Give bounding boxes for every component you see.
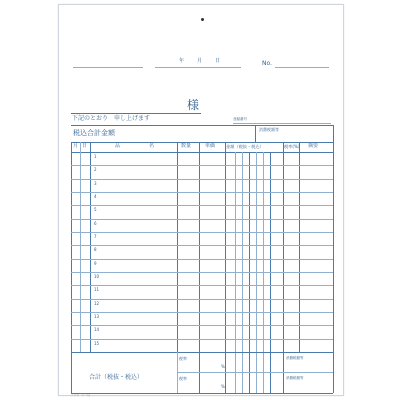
registration-number-label: 登録番号 <box>233 117 247 121</box>
date-year-label: 年 <box>179 58 185 64</box>
header-consumption-tax-label: 消費税額等 <box>259 127 279 132</box>
row-separator <box>71 192 333 193</box>
invoice-form-sheet <box>58 4 344 396</box>
footer-consumption-tax-1: 消費税額等 <box>286 356 304 360</box>
row-number: 6 <box>94 220 97 226</box>
row-separator <box>71 272 333 273</box>
col-header-unit-price: 単価 <box>205 143 216 149</box>
table-header-bottom <box>71 152 333 153</box>
row-separator <box>71 205 333 206</box>
row-number: 1 <box>94 154 97 159</box>
row-separator <box>71 325 333 326</box>
row-separator <box>71 179 333 180</box>
row-separator <box>71 339 333 340</box>
row-separator <box>71 232 333 233</box>
punch-hole-mark <box>201 18 204 21</box>
row-separator <box>71 299 333 300</box>
footer-consumption-tax-2: 消費税額等 <box>286 376 304 380</box>
row-number: 7 <box>94 233 97 239</box>
col-header-tax-rate: 税率(%) <box>284 143 300 149</box>
registration-underline <box>233 123 331 124</box>
col-header-remarks: 摘要 <box>308 143 319 149</box>
col-divider-rate-remarks <box>299 142 300 352</box>
date-underline <box>155 67 241 68</box>
table-right-border <box>333 125 334 393</box>
grand-total-label: 合計（税抜・税込） <box>89 374 144 381</box>
tax-total-label: 税込合計金額 <box>73 129 115 137</box>
recipient-top-underline <box>73 67 143 68</box>
row-number: 14 <box>94 327 100 333</box>
row-separator <box>71 219 333 220</box>
row-number: 13 <box>94 313 100 319</box>
row-number: 3 <box>94 180 97 186</box>
date-month-label: 月 <box>197 58 203 64</box>
product-code-label: コクヨ ウ-一四 <box>71 394 91 397</box>
number-underline <box>275 67 329 68</box>
totals-top-border <box>71 352 333 353</box>
col-divider-month-day <box>80 142 81 352</box>
col-header-item-1: 品 <box>115 143 121 149</box>
footer-percent-1: % <box>221 364 225 369</box>
recipient-underline <box>71 113 201 114</box>
col-header-month: 月 <box>73 143 79 149</box>
row-number: 4 <box>94 193 97 199</box>
col-header-quantity: 数量 <box>181 143 192 149</box>
table-bottom-border <box>71 393 333 394</box>
date-day-label: 日 <box>215 58 221 64</box>
row-separator <box>71 259 333 260</box>
col-header-amount: 金額（税抜・税込） <box>226 143 264 149</box>
row-number: 11 <box>94 287 100 293</box>
row-number: 12 <box>94 300 100 306</box>
col-header-day: 日 <box>82 143 88 149</box>
row-separator <box>71 245 333 246</box>
row-separator <box>71 312 333 313</box>
footer-mid-line <box>177 372 333 373</box>
row-number: 9 <box>94 260 97 266</box>
tax-total-box-top <box>71 125 333 126</box>
row-number: 2 <box>94 167 97 173</box>
row-separator <box>71 165 333 166</box>
greeting-text: 下記のとおり 申し上げます <box>72 115 151 122</box>
tax-total-divider <box>255 125 256 142</box>
number-label: No. <box>262 60 272 67</box>
row-separator <box>71 285 333 286</box>
row-number: 8 <box>94 247 97 253</box>
footer-tax-rate-label-2: 税率 <box>179 376 187 381</box>
footer-tax-rate-label-1: 税率 <box>179 356 187 361</box>
col-header-item-2: 名 <box>149 143 155 149</box>
honorific-sama: 様 <box>187 98 200 112</box>
footer-percent-2: % <box>221 384 225 389</box>
col-divider-day-item <box>90 142 91 352</box>
row-number: 5 <box>94 207 97 213</box>
row-number: 10 <box>94 273 100 279</box>
table-top-border <box>71 142 333 143</box>
row-number: 15 <box>94 340 100 346</box>
